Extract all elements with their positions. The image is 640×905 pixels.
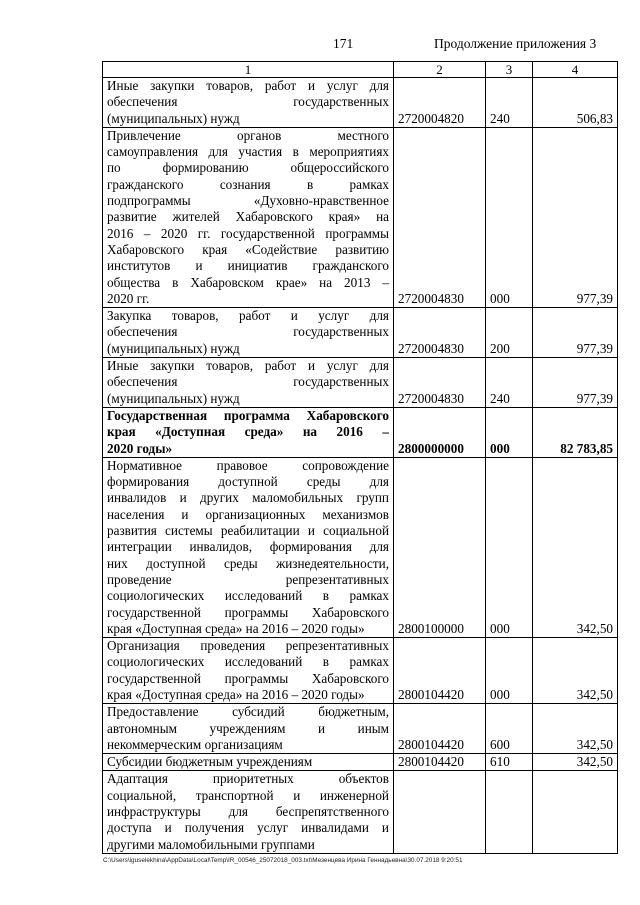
budget-table: [102, 61, 618, 854]
description-line: Государственная программа Хабаровского: [107, 407, 389, 423]
row-amount: 342,50: [533, 457, 618, 637]
appendix-title: Продолжение приложения 3: [434, 36, 597, 51]
row-expense-type: 240: [486, 358, 533, 408]
description-line: обеспечения государственных: [107, 374, 389, 390]
row-description: [103, 78, 394, 128]
row-description: [103, 127, 394, 307]
description-line: самоуправления для участия в мероприятиях: [107, 144, 389, 160]
row-amount: 977,39: [533, 127, 618, 307]
row-code: 2720004830: [394, 308, 486, 358]
description-line: населения и организационных механизмов: [107, 506, 389, 522]
table-row: [103, 308, 618, 358]
row-amount: 342,50: [533, 638, 618, 704]
description-line: институтов и инициатив гражданского: [107, 258, 389, 274]
description-line: 2020 годы»: [107, 440, 173, 456]
description-line: подпрограммы «Духовно-нравственное: [107, 193, 389, 209]
description-line: развития системы реабилитации и социальной: [107, 523, 389, 539]
description-line: социальной, транспортной и инженерной: [107, 787, 389, 803]
description-line: проведение репрезентативных: [107, 571, 389, 587]
description-line: некоммерческим организациям: [107, 736, 283, 752]
row-expense-type: 000: [486, 457, 533, 637]
row-amount: 82 783,85: [533, 407, 618, 457]
description-line: Иные закупки товаров, работ и услуг для: [107, 78, 389, 93]
table-row: [103, 754, 618, 771]
description-line: по формированию общероссийского: [107, 160, 389, 176]
row-expense-type: 000: [486, 638, 533, 704]
description-line: другими маломобильными группами: [107, 836, 315, 852]
table-row: [103, 457, 618, 637]
description-line: интеграции инвалидов, формирования для: [107, 539, 389, 555]
row-expense-type: 600: [486, 704, 533, 754]
description-line: Нормативное правовое сопровождение: [107, 457, 389, 473]
description-line: обеспечения государственных: [107, 94, 389, 110]
description-line: общества в Хабаровском крае» на 2013 –: [107, 274, 389, 290]
description-line: гражданского сознания в рамках: [107, 176, 389, 192]
row-expense-type: 000: [486, 127, 533, 307]
column-header: 1: [103, 62, 394, 78]
description-line: доступа и получения услуг инвалидами и: [107, 820, 389, 836]
row-expense-type: 240: [486, 78, 533, 128]
row-amount: 506,83: [533, 78, 618, 128]
description-line: социологических исследований в рамках: [107, 654, 389, 670]
description-line: государственной программы Хабаровского: [107, 604, 389, 620]
row-code: [394, 771, 486, 853]
description-line: Предоставление субсидий бюджетным,: [107, 704, 389, 720]
row-description: [103, 754, 394, 771]
description-line: (муниципальных) нужд: [107, 340, 240, 356]
row-code: 2800104420: [394, 638, 486, 704]
row-code: 2800104420: [394, 754, 486, 771]
row-expense-type: 000: [486, 407, 533, 457]
table-row: [103, 638, 618, 704]
description-line: Привлечение органов местного: [107, 127, 389, 143]
description-line: формирования доступной среды для: [107, 474, 389, 490]
description-line: Закупка товаров, работ и услуг для: [107, 308, 389, 324]
row-code: 2800000000: [394, 407, 486, 457]
row-description: [103, 771, 394, 853]
row-code: 2720004830: [394, 127, 486, 307]
description-line: Адаптация приоритетных объектов: [107, 771, 389, 787]
row-description: [103, 308, 394, 358]
description-line: государственной программы Хабаровского: [107, 670, 389, 686]
description-line: (муниципальных) нужд: [107, 390, 240, 406]
row-amount: 342,50: [533, 754, 618, 771]
column-header: 3: [486, 62, 533, 78]
row-code: 2720004830: [394, 358, 486, 408]
table-row: [103, 771, 618, 853]
page-number: 171: [333, 36, 354, 51]
row-expense-type: 200: [486, 308, 533, 358]
description-line: развитие жителей Хабаровского края» на: [107, 209, 389, 225]
row-expense-type: [486, 771, 533, 853]
description-line: социологических исследований в рамках: [107, 588, 389, 604]
column-header: 4: [533, 62, 618, 78]
row-amount: 977,39: [533, 358, 618, 408]
description-line: края «Доступная среда» на 2016 – 2020 годы»: [107, 620, 365, 636]
column-header: 2: [394, 62, 486, 78]
table-header-row: [103, 62, 618, 78]
description-line: Иные закупки товаров, работ и услуг для: [107, 358, 389, 374]
row-code: 2720004820: [394, 78, 486, 128]
table-row: [103, 358, 618, 408]
row-code: 2800104420: [394, 704, 486, 754]
description-line: Хабаровского края «Содействие развитию: [107, 241, 389, 257]
table-row: [103, 407, 618, 457]
description-line: 2020 гг.: [107, 290, 150, 306]
row-description: [103, 358, 394, 408]
description-line: инфраструктуры для беспрепятственного: [107, 804, 389, 820]
row-amount: 977,39: [533, 308, 618, 358]
row-description: [103, 704, 394, 754]
table-row: [103, 78, 618, 128]
row-expense-type: 610: [486, 754, 533, 771]
row-description: [103, 457, 394, 637]
row-amount: [533, 771, 618, 853]
description-line: края «Доступная среда» на 2016 – 2020 годы»: [107, 686, 365, 702]
file-path-footer: C:\Users\iguselekhina\AppData\Local\Temp\IR_00546_25072018_003.txt\Мезенцева Ирина Геннадьевна\30.07.2018 9:20:51: [103, 857, 463, 864]
description-line: Организация проведения репрезентативных: [107, 638, 389, 654]
description-line: них доступной среды жизнедеятельности,: [107, 555, 389, 571]
row-amount: 342,50: [533, 704, 618, 754]
row-description: [103, 407, 394, 457]
table-row: [103, 704, 618, 754]
description-line: автономным учреждениям и иным: [107, 720, 389, 736]
description-line: (муниципальных) нужд: [107, 110, 240, 126]
row-code: 2800100000: [394, 457, 486, 637]
table-row: [103, 127, 618, 307]
description-line: края «Доступная среда» на 2016 –: [107, 424, 389, 440]
row-description: [103, 638, 394, 704]
description-line: инвалидов и других маломобильных групп: [107, 490, 389, 506]
budget-table-body: [103, 62, 618, 854]
description-line: Субсидии бюджетным учреждениям: [107, 754, 313, 770]
description-line: 2016 – 2020 гг. государственной программы: [107, 225, 389, 241]
description-line: обеспечения государственных: [107, 324, 389, 340]
